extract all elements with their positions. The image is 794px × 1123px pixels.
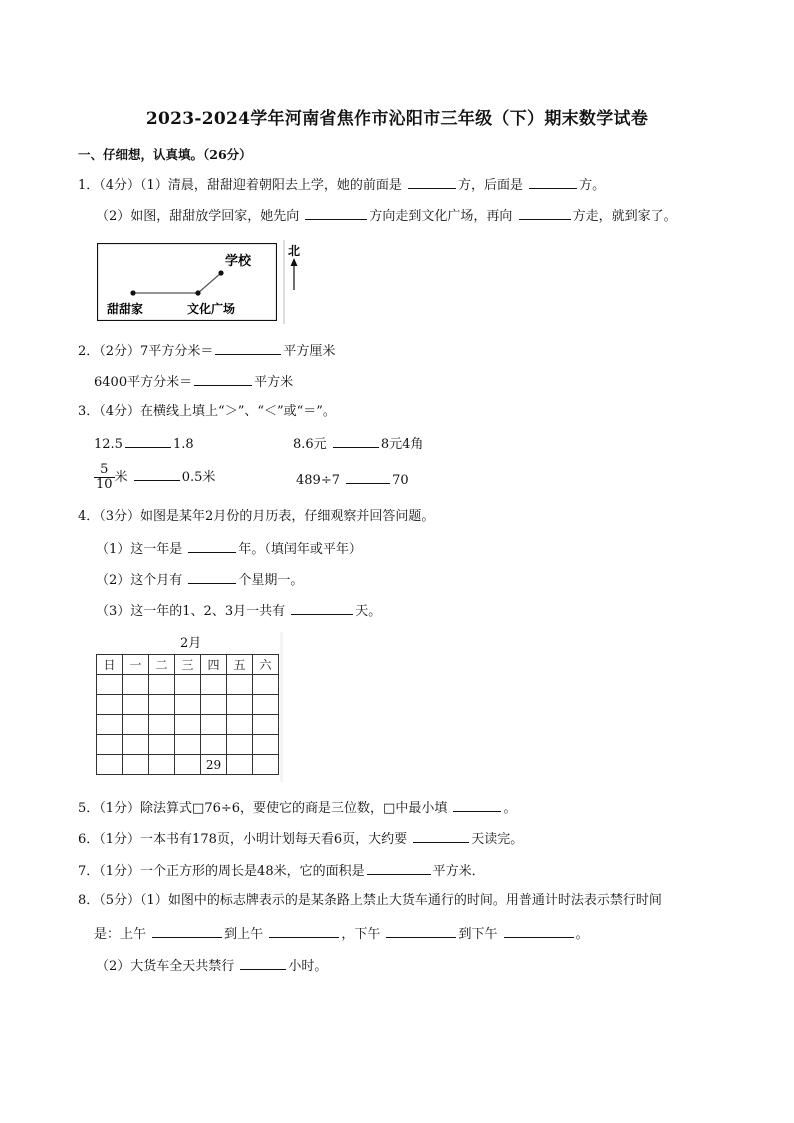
answer-blank[interactable]: [240, 956, 286, 970]
fraction: $\frac{5}{10}$: [96, 462, 113, 492]
q8-text-a: 是：上午: [94, 927, 147, 942]
weekday-wed: 三: [175, 655, 201, 675]
q1b-text: （2）如图，甜甜放学回家，她先向: [96, 209, 300, 224]
question-4-2: [96, 570, 303, 590]
answer-blank[interactable]: [408, 175, 456, 189]
compare-3-unit: 米: [114, 470, 128, 485]
question-4-3: [96, 601, 381, 621]
answer-blank[interactable]: [152, 924, 222, 938]
compare-4-right: 70: [392, 473, 409, 488]
question-8-1: [94, 924, 589, 944]
q7-text: 7．（1分）一个正方形的周长是48米，它的面积是: [78, 864, 365, 879]
weekday-thu: 四: [201, 655, 227, 675]
weekday-fri: 五: [227, 655, 253, 675]
question-5: [78, 798, 516, 818]
question-8: 8．（5分）（1）如图中的标志牌表示的是某条路上禁止大货车通行的时间。用普通计时法表示禁行时间: [78, 893, 662, 908]
q8-2-end: 小时。: [288, 959, 328, 974]
answer-blank[interactable]: [125, 434, 171, 448]
q8-text-c: ，下午: [341, 927, 381, 942]
map-label-home: 甜甜家: [107, 302, 144, 316]
q8-text-e: 。: [575, 927, 589, 942]
q2a-end: 平方厘米: [283, 344, 336, 359]
compare-1-left: 12.5: [94, 437, 123, 452]
answer-blank[interactable]: [367, 861, 431, 875]
q2a-text: 2．（2分）7平方分米＝: [78, 344, 214, 359]
north-arrow-icon: [283, 240, 305, 324]
compare-4-left: 489÷7: [296, 473, 340, 488]
answer-blank[interactable]: [194, 372, 252, 386]
q5-end: 。: [503, 801, 517, 816]
q4-1-text: （1）这一年是: [96, 542, 183, 557]
q1a-end: 方。: [579, 178, 606, 193]
answer-blank[interactable]: [346, 470, 390, 484]
calendar-week-row: [97, 675, 279, 695]
calendar-header-row: [97, 655, 279, 675]
answer-blank[interactable]: [188, 539, 236, 553]
compare-1-right: 1.8: [172, 437, 194, 452]
calendar-week-row: [97, 735, 279, 755]
map-label-school: 学校: [225, 254, 252, 269]
q2b-text: 6400平方分米＝: [94, 375, 193, 390]
q5-text: 5．（1分）除法算式□76÷6，要使它的商是三位数，□中最小填: [78, 801, 448, 816]
answer-blank[interactable]: [269, 924, 339, 938]
question-3: 3．（4分）在横线上填上“＞”、“＜”或“＝”。: [78, 404, 336, 419]
q6-text: 6．（1分）一本书有178页，小明计划每天看6页，大约要: [78, 832, 408, 847]
calendar-table: [96, 654, 279, 775]
q4-2-end: 个星期一。: [238, 573, 304, 588]
question-6: [78, 829, 523, 849]
compare-2-left: 8.6元: [293, 437, 327, 452]
page-title: 2023-2024学年河南省焦作市沁阳市三年级（下）期末数学试卷: [145, 109, 649, 129]
answer-blank[interactable]: [413, 829, 469, 843]
q1a-text: 1．（4分）（1）清晨，甜甜迎着朝阳去上学，她的前面是: [78, 178, 402, 193]
answer-blank[interactable]: [386, 924, 456, 938]
compare-2-right: 8元4角: [380, 437, 424, 452]
question-4: 4．（3分）如图是某年2月份的月历表，仔细观察并回答问题。: [78, 509, 435, 524]
calendar-week-row: [97, 715, 279, 735]
question-1a: [78, 175, 605, 195]
question-2a: [78, 341, 335, 361]
question-1b: [96, 206, 677, 226]
calendar-week-row: [97, 695, 279, 715]
question-8-2: [96, 956, 327, 976]
answer-blank[interactable]: [453, 798, 501, 812]
calendar-title: 2月: [180, 636, 202, 651]
q4-1-end: 年。（填闰年或平年）: [238, 542, 362, 557]
q1b-end: 方走，就到家了。: [572, 209, 677, 224]
answer-blank[interactable]: [291, 601, 353, 615]
question-2b: [94, 372, 293, 392]
weekday-mon: 一: [123, 655, 149, 675]
answer-blank[interactable]: [504, 924, 574, 938]
route-map: [97, 243, 277, 321]
answer-blank[interactable]: [519, 206, 571, 220]
compare-4: [296, 470, 409, 490]
compare-2: [293, 434, 423, 454]
compare-3-right: 0.5米: [181, 470, 216, 485]
answer-blank[interactable]: [305, 206, 367, 220]
scan-shadow: [280, 632, 283, 782]
q6-end: 天读完。: [471, 832, 524, 847]
square-point: [195, 290, 200, 295]
home-point: [130, 290, 135, 295]
q8-text-d: 到下午: [458, 927, 498, 942]
school-point: [218, 270, 223, 275]
q7-end: 平方米．: [432, 864, 485, 879]
question-4-1: [96, 539, 362, 559]
section-heading: 一、仔细想，认真填。（26分）: [78, 147, 252, 162]
q4-2-text: （2）这个月有: [96, 573, 183, 588]
north-label: 北: [288, 244, 301, 258]
answer-blank[interactable]: [188, 570, 236, 584]
weekday-sun: 日: [97, 655, 123, 675]
q4-3-text: （3）这一年的1、2、3月一共有: [96, 604, 286, 619]
q4-3-end: 天。: [355, 604, 382, 619]
q1b-mid: 方向走到文化广场，再向: [369, 209, 513, 224]
q1a-mid: 方，后面是: [457, 178, 523, 193]
calendar-week-row: [97, 755, 279, 775]
weekday-tue: 二: [149, 655, 175, 675]
q8-2-text: （2）大货车全天共禁行: [96, 959, 235, 974]
question-7: [78, 861, 485, 881]
calendar-day-29: 29: [201, 755, 227, 775]
answer-blank[interactable]: [529, 175, 577, 189]
compare-1: [94, 434, 194, 454]
answer-blank[interactable]: [134, 467, 180, 481]
answer-blank[interactable]: [215, 341, 281, 355]
answer-blank[interactable]: [333, 434, 379, 448]
compare-3: [94, 462, 215, 494]
map-label-square: 文化广场: [187, 302, 236, 316]
q8-text-b: 到上午: [224, 927, 264, 942]
q2b-end: 平方米: [254, 375, 294, 390]
weekday-sat: 六: [253, 655, 279, 675]
